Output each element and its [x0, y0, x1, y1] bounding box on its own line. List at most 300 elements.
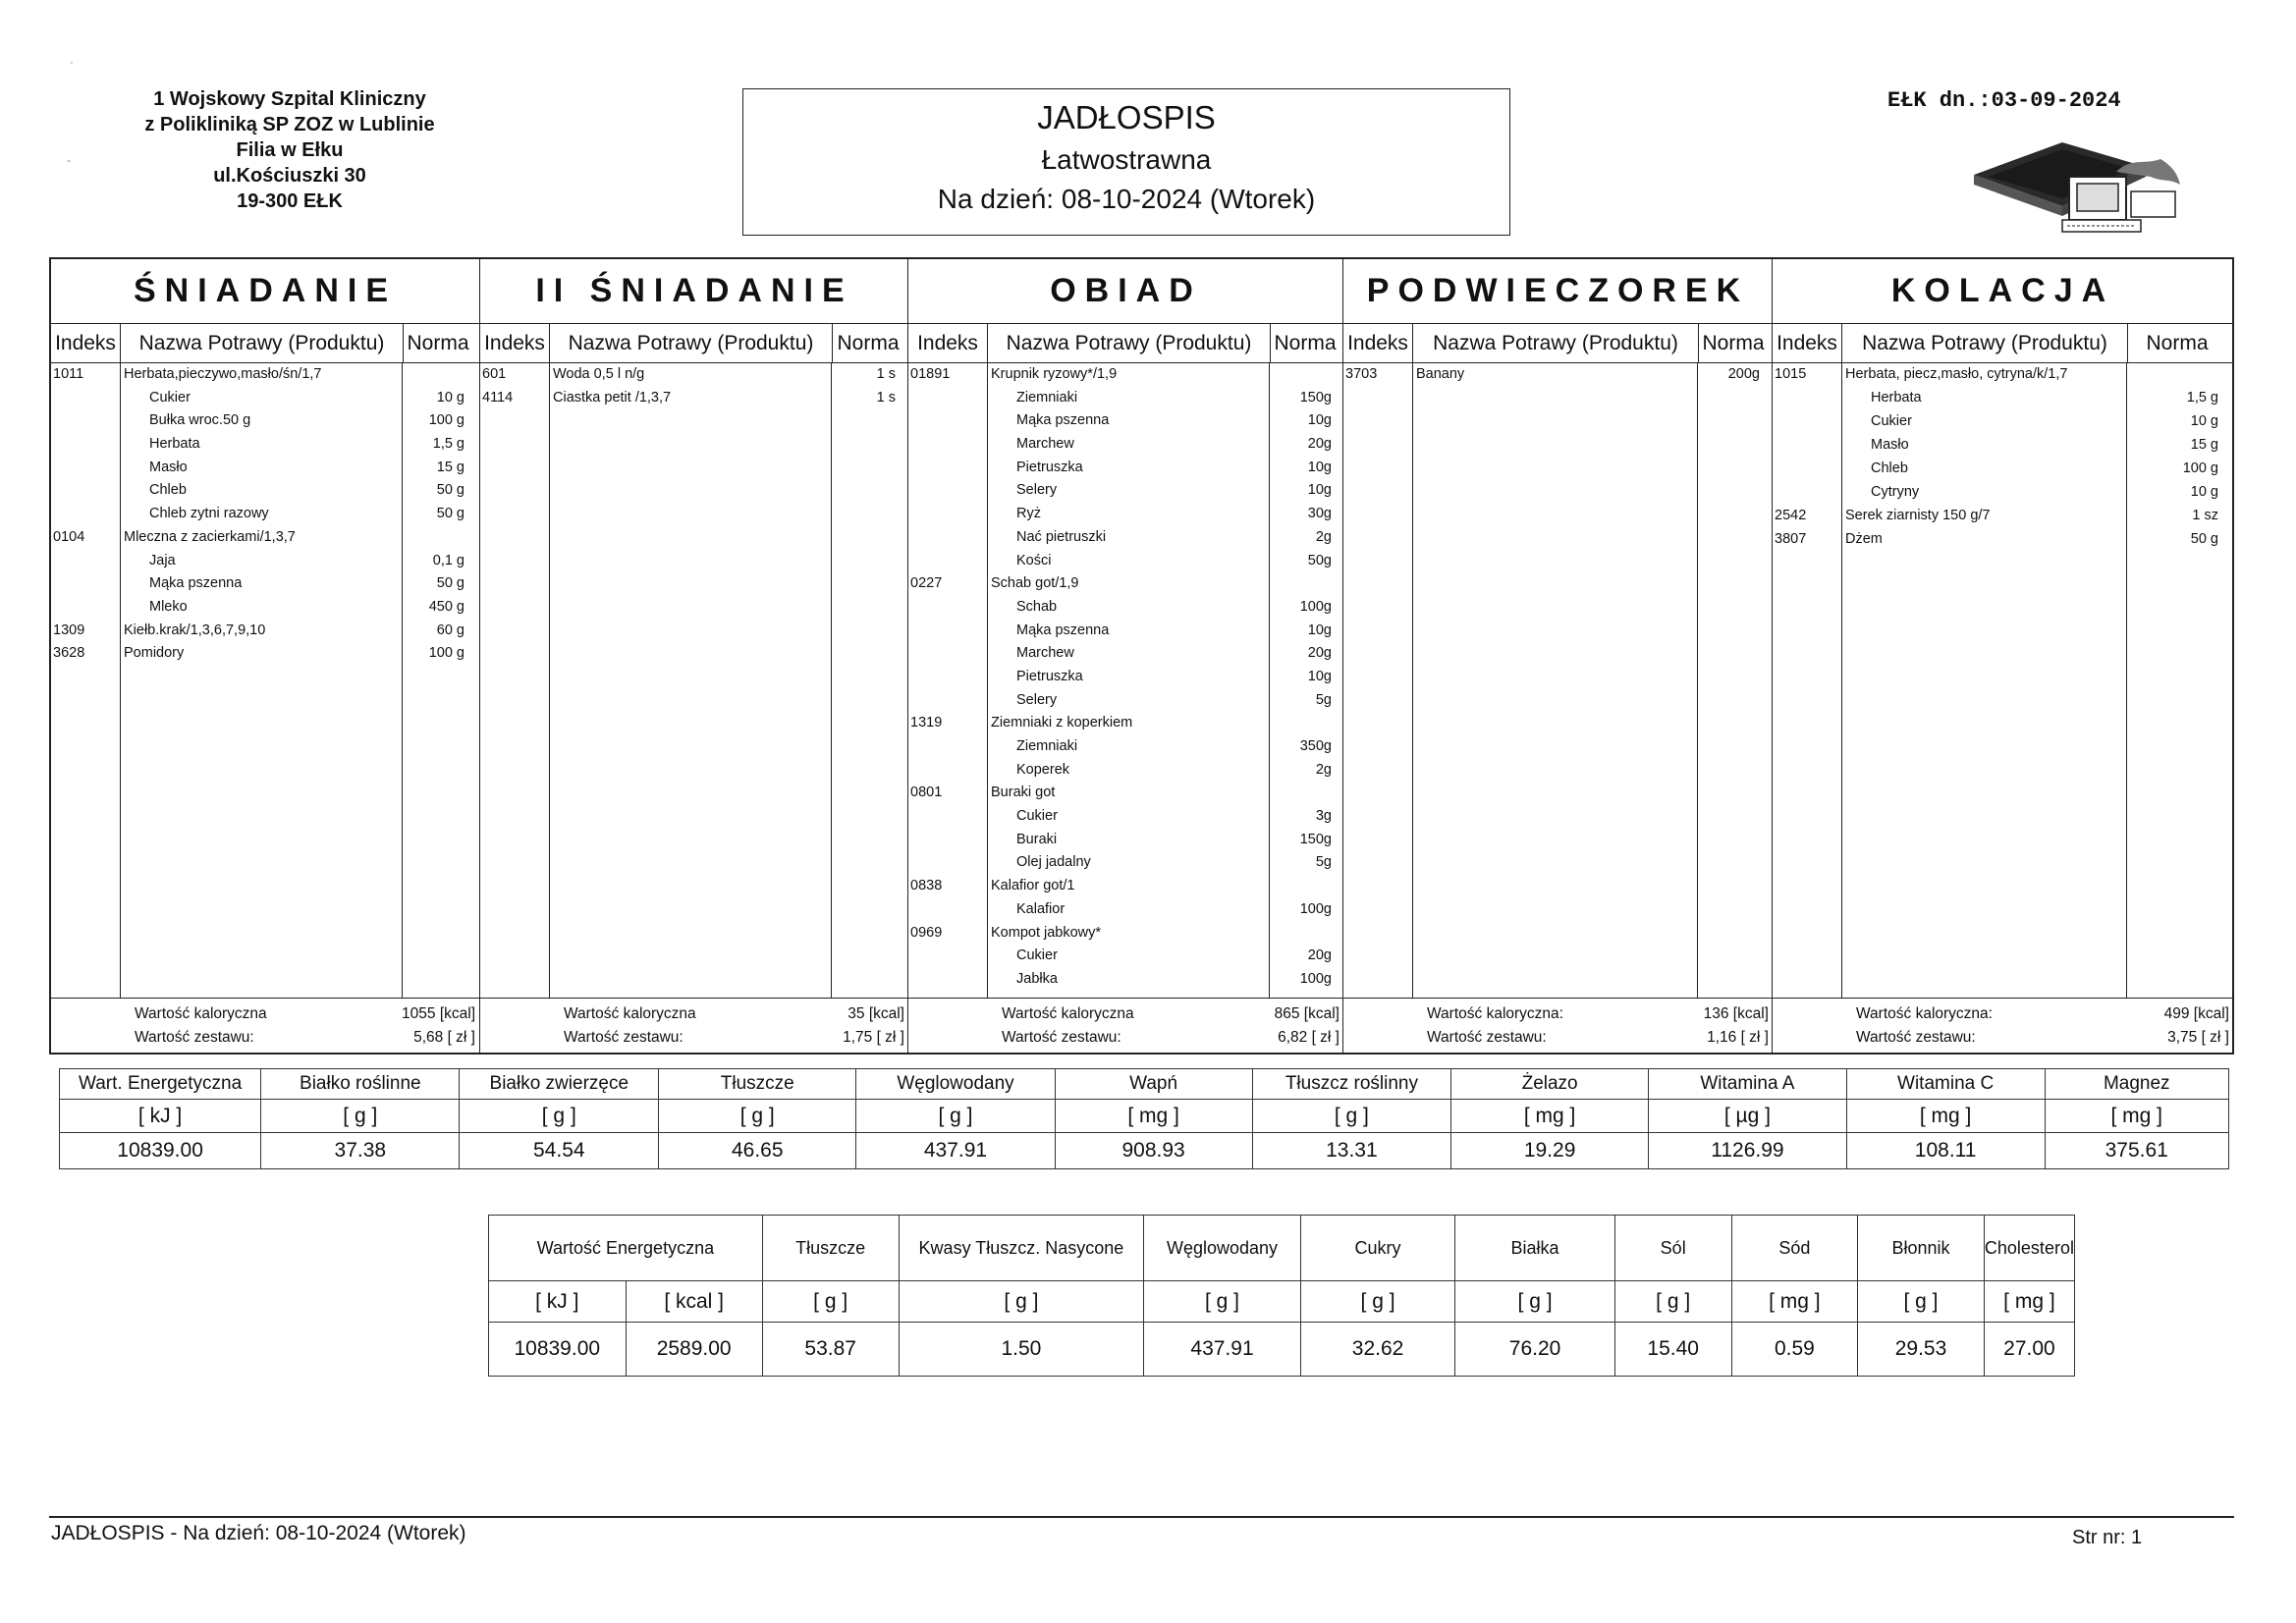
meal-items — [51, 363, 479, 999]
meal-title: ŚNIADANIE — [51, 259, 479, 324]
nutrient-unit: [ g ] — [460, 1100, 659, 1133]
item-index: 1319 — [910, 715, 943, 731]
diet-name: Łatwostrawna — [1041, 144, 1212, 175]
column-header-name: Nazwa Potrawy (Produktu) — [549, 324, 832, 362]
nutrient-unit: [ mg ] — [1731, 1281, 1858, 1323]
item-index: 0801 — [910, 784, 943, 801]
dish-name: Herbata, piecz,masło, cytryna/k/1,7 — [1845, 366, 2068, 382]
scan-mark: ' — [71, 61, 73, 72]
item-norm: 150g — [1299, 831, 1332, 847]
menu-item-row — [1773, 505, 2233, 528]
item-norm: 1,5 g — [432, 436, 465, 453]
nutrient-value: 437.91 — [856, 1133, 1055, 1169]
meal-column-kolacja — [1772, 259, 2233, 1053]
menu-item-row — [908, 620, 1343, 643]
ingredient-name: Chleb — [1871, 460, 1908, 476]
item-index: 1011 — [53, 366, 84, 382]
ingredient-name: Schab — [1016, 598, 1058, 615]
item-norm: 350g — [1299, 738, 1332, 754]
ingredient-name: Selery — [1016, 482, 1058, 499]
item-norm: 10 g — [436, 389, 465, 406]
column-header-index: Indeks — [917, 332, 978, 354]
scan-mark: - — [67, 153, 71, 167]
page-number: Str nr: 1 — [2072, 1527, 2143, 1548]
nutrient-unit: [ g ] — [659, 1100, 856, 1133]
nutrition-unit-row — [60, 1100, 2229, 1133]
menu-item-row — [908, 387, 1343, 410]
ingredient-name: Cukier — [149, 389, 191, 406]
nutrient-header: Białko roślinne — [261, 1069, 460, 1100]
ingredient-name: Ziemniaki — [1016, 389, 1078, 406]
nutrition-unit-row — [489, 1281, 2075, 1323]
nutrient-header: Sól — [1614, 1216, 1731, 1281]
item-index: 0969 — [910, 924, 943, 941]
column-header-norm: Norma — [832, 324, 903, 362]
nutrient-header: Węglowodany — [856, 1069, 1055, 1100]
dish-name: Kompot jabkowy* — [991, 924, 1102, 941]
menu-item-row — [908, 829, 1343, 852]
nutrient-unit: [ kcal ] — [626, 1281, 762, 1323]
nutrient-unit: [ mg ] — [1451, 1100, 1649, 1133]
calorie-value: 1055 [kcal] — [402, 1005, 475, 1022]
menu-item-row — [908, 550, 1343, 573]
menu-item-row — [1773, 481, 2233, 505]
nutrient-value: 0.59 — [1731, 1323, 1858, 1377]
item-norm: 30g — [1307, 506, 1332, 522]
ingredient-name: Cukier — [1871, 413, 1912, 429]
item-norm: 0,1 g — [432, 552, 465, 568]
item-norm: 5g — [1315, 854, 1332, 871]
item-norm: 10 g — [2190, 484, 2218, 500]
nutrient-unit: [ mg ] — [1984, 1281, 2074, 1323]
ingredient-name: Koperek — [1016, 761, 1070, 778]
menu-item-row — [51, 457, 479, 480]
item-norm: 100g — [1299, 598, 1332, 615]
dish-name: Dżem — [1845, 531, 1883, 547]
dish-name: Mleczna z zacierkami/1,3,7 — [124, 528, 296, 545]
nutrient-unit: [ mg ] — [2045, 1100, 2229, 1133]
ingredient-name: Mąka pszenna — [1016, 412, 1110, 429]
menu-item-row — [908, 457, 1343, 480]
item-index: 1015 — [1775, 366, 1807, 382]
nutrient-value: 1126.99 — [1649, 1133, 1847, 1169]
item-norm: 2g — [1315, 761, 1332, 778]
menu-item-row — [908, 666, 1343, 689]
calorie-value: 499 [kcal] — [2163, 1005, 2229, 1022]
nutrient-unit: [ kJ ] — [60, 1100, 261, 1133]
dish-name: Kalafior got/1 — [991, 878, 1075, 894]
ingredient-name: Cukier — [1016, 808, 1058, 825]
hospital-line: Filia w Ełku — [236, 139, 344, 161]
menu-item-row — [908, 875, 1343, 898]
ingredient-name: Herbata — [149, 436, 200, 453]
nutrient-value: 10839.00 — [489, 1323, 627, 1377]
column-header-index: Indeks — [484, 332, 545, 354]
nutrient-value: 19.29 — [1451, 1133, 1649, 1169]
ingredient-name: Marchew — [1016, 645, 1074, 662]
item-index: 2542 — [1775, 508, 1807, 523]
menu-item-row — [908, 526, 1343, 550]
menu-item-row — [908, 782, 1343, 805]
calorie-label: Wartość kaloryczna — [1002, 1005, 1134, 1022]
dish-name: Ziemniaki z koperkiem — [991, 715, 1133, 731]
column-divider — [549, 363, 550, 998]
ingredient-name: Cukier — [1016, 947, 1058, 964]
nutrient-unit: [ kJ ] — [489, 1281, 627, 1323]
meal-title: II ŚNIADANIE — [480, 259, 908, 324]
menu-item-row — [51, 596, 479, 620]
nutrient-header: Tłuszcze — [659, 1069, 856, 1100]
ingredient-name: Masło — [149, 459, 188, 475]
ingredient-name: Chleb zytni razowy — [149, 506, 269, 522]
dish-name: Schab got/1,9 — [991, 575, 1079, 592]
ingredient-name: Marchew — [1016, 436, 1074, 453]
item-norm: 15 g — [436, 459, 465, 475]
menu-item-row — [1773, 458, 2233, 481]
nutrient-header: Błonnik — [1858, 1216, 1985, 1281]
item-norm: 100 g — [2182, 460, 2218, 476]
menu-item-row — [51, 479, 479, 503]
cost-value: 1,75 [ zł ] — [843, 1029, 904, 1046]
dish-name: Pomidory — [124, 645, 185, 662]
meal-summary — [1773, 999, 2233, 1055]
hospital-line: 19-300 EŁK — [237, 190, 343, 212]
item-norm: 1 s — [876, 389, 896, 406]
nutrient-value: 13.31 — [1252, 1133, 1451, 1169]
calorie-value: 35 [kcal] — [847, 1005, 904, 1022]
nutrient-header: Wapń — [1055, 1069, 1252, 1100]
menu-item-row — [908, 572, 1343, 596]
menu-item-row — [908, 689, 1343, 713]
item-norm: 3g — [1315, 808, 1332, 825]
nutrition-header-row — [60, 1069, 2229, 1100]
menu-item-row — [51, 433, 479, 457]
nutrient-unit: [ g ] — [1300, 1281, 1455, 1323]
menu-item-row — [1773, 410, 2233, 434]
item-norm: 150g — [1299, 389, 1332, 406]
column-header-name: Nazwa Potrawy (Produktu) — [1412, 324, 1698, 362]
column-header-name: Nazwa Potrawy (Produktu) — [987, 324, 1270, 362]
meal-title: KOLACJA — [1773, 259, 2233, 324]
nutrient-unit: [ g ] — [1252, 1100, 1451, 1133]
meal-items — [1773, 363, 2233, 999]
nutrient-unit: [ µg ] — [1649, 1100, 1847, 1133]
nutrient-header: Witamina C — [1846, 1069, 2045, 1100]
menu-item-row — [908, 898, 1343, 922]
nutrition-value-row — [60, 1133, 2229, 1169]
menu-item-row — [908, 851, 1343, 875]
calorie-label: Wartość kaloryczna — [135, 1005, 267, 1022]
column-header-index: Indeks — [55, 332, 116, 354]
nutrient-unit: [ g ] — [1858, 1281, 1985, 1323]
item-norm: 10g — [1307, 482, 1332, 499]
column-header-row — [1773, 324, 2233, 363]
menu-item-row — [908, 805, 1343, 829]
meal-summary — [1343, 999, 1773, 1055]
menu-item-row — [51, 409, 479, 433]
column-divider — [831, 363, 832, 998]
cost-value: 5,68 [ zł ] — [413, 1029, 475, 1046]
nutrient-value: 46.65 — [659, 1133, 856, 1169]
hospital-line: ul.Kościuszki 30 — [213, 165, 366, 187]
menu-item-row — [1773, 363, 2233, 387]
nutrient-value: 15.40 — [1614, 1323, 1731, 1377]
nutrient-value: 437.91 — [1144, 1323, 1301, 1377]
menu-item-row — [51, 572, 479, 596]
cost-label: Wartość zestawu: — [1002, 1029, 1121, 1046]
nutrient-header: Tłuszcze — [762, 1216, 899, 1281]
meal-title: OBIAD — [908, 259, 1343, 324]
meal-items — [480, 363, 908, 999]
item-norm: 10 g — [2190, 413, 2218, 429]
meal-items — [908, 363, 1343, 999]
item-norm: 20g — [1307, 947, 1332, 964]
item-norm: 50 g — [436, 482, 465, 499]
dish-name: Serek ziarnisty 150 g/7 — [1845, 508, 1991, 523]
nutrient-unit: [ g ] — [856, 1100, 1055, 1133]
item-norm: 50 g — [436, 575, 465, 592]
nutrient-value: 29.53 — [1858, 1323, 1985, 1377]
dish-name: Herbata,pieczywo,masło/śn/1,7 — [124, 366, 322, 382]
menu-item-row — [908, 968, 1343, 992]
meal-summary — [908, 999, 1343, 1055]
menu-item-row — [908, 922, 1343, 946]
cost-label: Wartość zestawu: — [564, 1029, 683, 1046]
nutrient-unit: [ g ] — [1144, 1281, 1301, 1323]
item-index: 0838 — [910, 878, 943, 894]
cost-value: 3,75 [ zł ] — [2167, 1029, 2229, 1046]
item-norm: 200g — [1727, 366, 1760, 382]
hospital-line: z Polikliniką SP ZOZ w Lublinie — [144, 114, 435, 135]
menu-item-row — [51, 642, 479, 666]
column-header-norm: Norma — [1698, 324, 1768, 362]
column-header-index: Indeks — [1347, 332, 1408, 354]
cost-value: 6,82 [ zł ] — [1278, 1029, 1339, 1046]
nutrient-value: 2589.00 — [626, 1323, 762, 1377]
item-norm: 450 g — [428, 598, 465, 615]
nutrient-value: 375.61 — [2045, 1133, 2229, 1169]
column-header-norm: Norma — [403, 324, 472, 362]
nutrition-table-1 — [59, 1068, 2229, 1169]
ingredient-name: Pietruszka — [1016, 459, 1083, 475]
menu-item-row — [51, 387, 479, 410]
menu-item-row — [51, 363, 479, 387]
dish-name: Ciastka petit /1,3,7 — [553, 389, 672, 406]
column-header-norm: Norma — [2127, 324, 2226, 362]
item-norm: 1 s — [876, 366, 896, 382]
nutrient-unit: [ mg ] — [1055, 1100, 1252, 1133]
meal-summary — [51, 999, 479, 1055]
ingredient-name: Bułka wroc.50 g — [149, 412, 251, 429]
item-norm: 10g — [1307, 459, 1332, 475]
nutrient-header: Białko zwierzęce — [460, 1069, 659, 1100]
cost-value: 1,16 [ zł ] — [1707, 1029, 1769, 1046]
meal-summary — [480, 999, 908, 1055]
meal-items — [1343, 363, 1773, 999]
dish-name: Kiełb.krak/1,3,6,7,9,10 — [124, 622, 266, 638]
calorie-value: 136 [kcal] — [1703, 1005, 1769, 1022]
nutrient-header: Kwasy Tłuszcz. Nasycone — [899, 1216, 1144, 1281]
menu-item-row — [1773, 387, 2233, 410]
nutrient-unit: [ g ] — [1614, 1281, 1731, 1323]
nutrient-value: 1.50 — [899, 1323, 1144, 1377]
menu-item-row — [1773, 528, 2233, 552]
item-index: 0104 — [53, 528, 85, 545]
ingredient-name: Mąka pszenna — [1016, 622, 1110, 638]
column-header-index: Indeks — [1777, 332, 1837, 354]
nutrient-value: 10839.00 — [60, 1133, 261, 1169]
ingredient-name: Buraki — [1016, 831, 1058, 847]
menu-item-row — [51, 526, 479, 550]
nutrient-unit: [ g ] — [261, 1100, 460, 1133]
ingredient-name: Nać pietruszki — [1016, 528, 1107, 545]
nutrient-unit: [ mg ] — [1846, 1100, 2045, 1133]
nutrient-unit: [ g ] — [1455, 1281, 1614, 1323]
item-norm: 5g — [1315, 691, 1332, 708]
ingredient-name: Mąka pszenna — [149, 575, 243, 592]
item-norm: 50 g — [436, 506, 465, 522]
computer-on-book-icon — [1969, 137, 2190, 236]
menu-item-row — [908, 759, 1343, 783]
item-norm: 100g — [1299, 970, 1332, 987]
nutrient-header: Żelazo — [1451, 1069, 1649, 1100]
item-index: 1309 — [53, 622, 85, 638]
nutrition-header-row — [489, 1216, 2075, 1281]
menu-item-row — [908, 479, 1343, 503]
nutrient-header: Cholesterol — [1984, 1216, 2074, 1281]
menu-item-row — [908, 642, 1343, 666]
title-box — [742, 88, 1510, 236]
hospital-address — [98, 86, 481, 214]
column-header-row — [480, 324, 908, 363]
item-index: 4114 — [482, 389, 514, 406]
menu-item-row — [480, 387, 908, 410]
nutrient-header: Magnez — [2045, 1069, 2229, 1100]
item-index: 01891 — [910, 366, 951, 382]
location-date: EŁK dn.:03-09-2024 — [1887, 88, 2121, 113]
item-norm: 50g — [1307, 552, 1332, 568]
nutrient-value: 76.20 — [1455, 1323, 1614, 1377]
item-norm: 100g — [1299, 900, 1332, 917]
ingredient-name: Mleko — [149, 598, 188, 615]
meal-column-sniadanie — [51, 259, 479, 1053]
nutrition-table-2 — [488, 1215, 2075, 1377]
ingredient-name: Olej jadalny — [1016, 854, 1091, 871]
menu-item-row — [908, 363, 1343, 387]
cost-label: Wartość zestawu: — [1856, 1029, 1976, 1046]
item-norm: 2g — [1315, 528, 1332, 545]
nutrient-header: Tłuszcz roślinny — [1252, 1069, 1451, 1100]
menu-item-row — [908, 409, 1343, 433]
menu-item-row — [51, 503, 479, 526]
item-norm: 100 g — [428, 645, 465, 662]
calorie-value: 865 [kcal] — [1274, 1005, 1339, 1022]
column-header-name: Nazwa Potrawy (Produktu) — [1841, 324, 2127, 362]
column-header-row — [908, 324, 1343, 363]
item-norm: 20g — [1307, 436, 1332, 453]
nutrient-header: Sód — [1731, 1216, 1858, 1281]
menu-item-row — [908, 596, 1343, 620]
nutrient-unit: [ g ] — [899, 1281, 1144, 1323]
menu-item-row — [908, 945, 1343, 968]
menu-item-row — [480, 363, 908, 387]
ingredient-name: Selery — [1016, 691, 1058, 708]
column-divider — [1697, 363, 1698, 998]
nutrient-value: 53.87 — [762, 1323, 899, 1377]
dish-name: Buraki got — [991, 784, 1056, 801]
column-header-row — [1343, 324, 1773, 363]
ingredient-name: Ziemniaki — [1016, 738, 1078, 754]
ingredient-name: Jabłka — [1016, 970, 1058, 987]
nutrient-value: 908.93 — [1055, 1133, 1252, 1169]
ingredient-name: Cytryny — [1871, 484, 1920, 500]
menu-item-row — [908, 735, 1343, 759]
hospital-line: 1 Wojskowy Szpital Kliniczny — [153, 88, 426, 110]
item-norm: 60 g — [436, 622, 465, 638]
menu-item-row — [908, 433, 1343, 457]
menu-item-row — [908, 503, 1343, 526]
menu-item-row — [51, 620, 479, 643]
nutrient-header: Wart. Energetyczna — [60, 1069, 261, 1100]
item-index: 3703 — [1345, 366, 1378, 382]
item-norm: 50 g — [2190, 531, 2218, 547]
item-index: 3628 — [53, 645, 85, 662]
nutrient-header: Białka — [1455, 1216, 1614, 1281]
item-index: 3807 — [1775, 531, 1807, 547]
nutrition-value-row — [489, 1323, 2075, 1377]
ingredient-name: Pietruszka — [1016, 668, 1083, 684]
meals-table — [49, 257, 2234, 1055]
nutrient-value: 32.62 — [1300, 1323, 1455, 1377]
item-norm: 15 g — [2190, 437, 2218, 453]
nutrient-header: Cukry — [1300, 1216, 1455, 1281]
calorie-label: Wartość kaloryczna: — [1856, 1005, 1993, 1022]
menu-item-row — [1343, 363, 1773, 387]
meal-column-podwieczorek — [1342, 259, 1773, 1053]
item-norm: 1,5 g — [2186, 390, 2218, 406]
dish-name: Krupnik ryzowy*/1,9 — [991, 366, 1118, 382]
item-index: 0227 — [910, 575, 943, 592]
menu-item-row — [1773, 434, 2233, 458]
column-header-row — [51, 324, 479, 363]
meal-title: PODWIECZOREK — [1343, 259, 1773, 324]
column-header-norm: Norma — [1270, 324, 1339, 362]
item-norm: 20g — [1307, 645, 1332, 662]
nutrient-value: 108.11 — [1846, 1133, 2045, 1169]
column-divider — [1412, 363, 1413, 998]
nutrient-value: 37.38 — [261, 1133, 460, 1169]
dish-name: Banany — [1416, 366, 1465, 382]
menu-item-row — [51, 550, 479, 573]
meal-column-ii-sniadanie — [479, 259, 908, 1053]
item-norm: 1 sz — [2192, 508, 2218, 523]
ingredient-name: Masło — [1871, 437, 1909, 453]
cost-label: Wartość zestawu: — [135, 1029, 254, 1046]
item-norm: 10g — [1307, 668, 1332, 684]
ingredient-name: Ryż — [1016, 506, 1041, 522]
document-title: JADŁOSPIS — [1037, 99, 1216, 135]
meal-column-obiad — [907, 259, 1343, 1053]
footer-divider — [49, 1516, 2234, 1518]
ingredient-name: Herbata — [1871, 390, 1922, 406]
ingredient-name: Jaja — [149, 552, 176, 568]
calorie-label: Wartość kaloryczna: — [1427, 1005, 1563, 1022]
ingredient-name: Kalafior — [1016, 900, 1066, 917]
footer-text: JADŁOSPIS - Na dzień: 08-10-2024 (Wtorek) — [51, 1522, 466, 1544]
menu-item-row — [908, 712, 1343, 735]
nutrient-value: 27.00 — [1984, 1323, 2074, 1377]
column-header-name: Nazwa Potrawy (Produktu) — [120, 324, 403, 362]
